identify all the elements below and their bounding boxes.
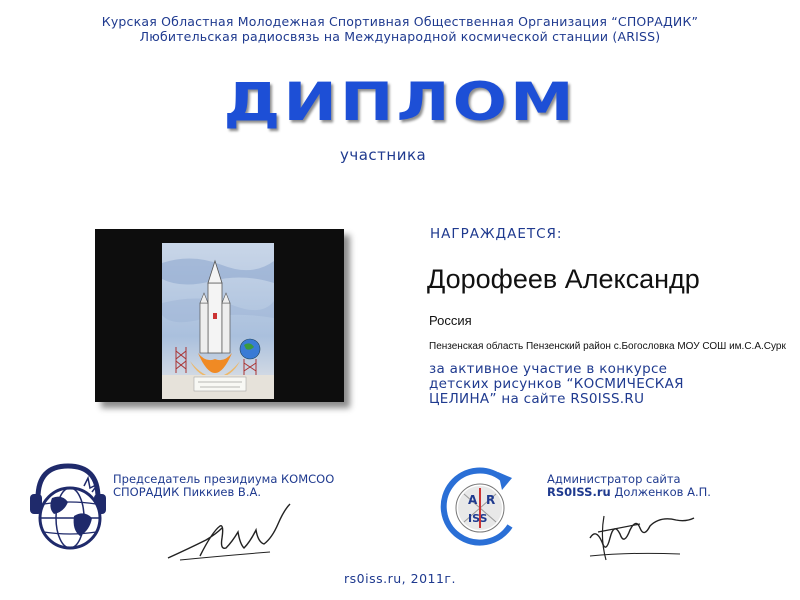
ariss-logo — [434, 466, 522, 550]
diploma-subtitle: участника — [340, 146, 427, 164]
footer-site-year: rs0iss.ru, 2011г. — [344, 571, 456, 586]
award-reason-line: за активное участие в конкурсе — [429, 361, 668, 377]
recipient-country: Россия — [429, 313, 472, 328]
awarded-label: НАГРАЖДАЕТСЯ: — [430, 226, 563, 242]
header-org-name: Курская Областная Молодежная Спортивная Общественная Организация “СПОРАДИК” — [101, 14, 699, 29]
left-signatory-title: Председатель президиума КОМСОО — [113, 472, 335, 486]
right-signatory-title: Администратор сайта — [547, 472, 681, 486]
right-signature — [580, 498, 700, 568]
right-signatory-person: Долженков А.П. — [610, 485, 711, 499]
header-program-name: Любительская радиосвязь на Международной космической станции (ARISS) — [139, 29, 661, 44]
left-signature — [160, 498, 300, 568]
diploma-title: ДИПЛОМ — [223, 72, 577, 134]
site-name: RS0ISS.ru — [547, 485, 611, 499]
recipient-details: Пензенская область Пензенский район с.Богословка МОУ СОШ им.С.А.Сурк — [429, 341, 786, 352]
left-signatory-name: СПОРАДИК Пиккиев В.А. — [113, 485, 262, 499]
ariss-logo-a: A — [468, 493, 478, 507]
award-reason-line: детских рисунков “КОСМИЧЕСКАЯ — [429, 376, 684, 392]
ariss-logo-r: R — [486, 493, 496, 507]
rocket-drawing-image — [162, 243, 274, 399]
left-signatory — [113, 473, 403, 499]
recipient-name: Дорофеев Александр — [427, 264, 700, 294]
right-signatory — [547, 473, 797, 499]
award-reason-line: ЦЕЛИНА” на сайте RS0ISS.RU — [429, 391, 645, 407]
sporadik-globe-logo — [24, 458, 112, 554]
ariss-logo-iss: ISS — [468, 512, 488, 525]
award-reason — [429, 362, 789, 407]
